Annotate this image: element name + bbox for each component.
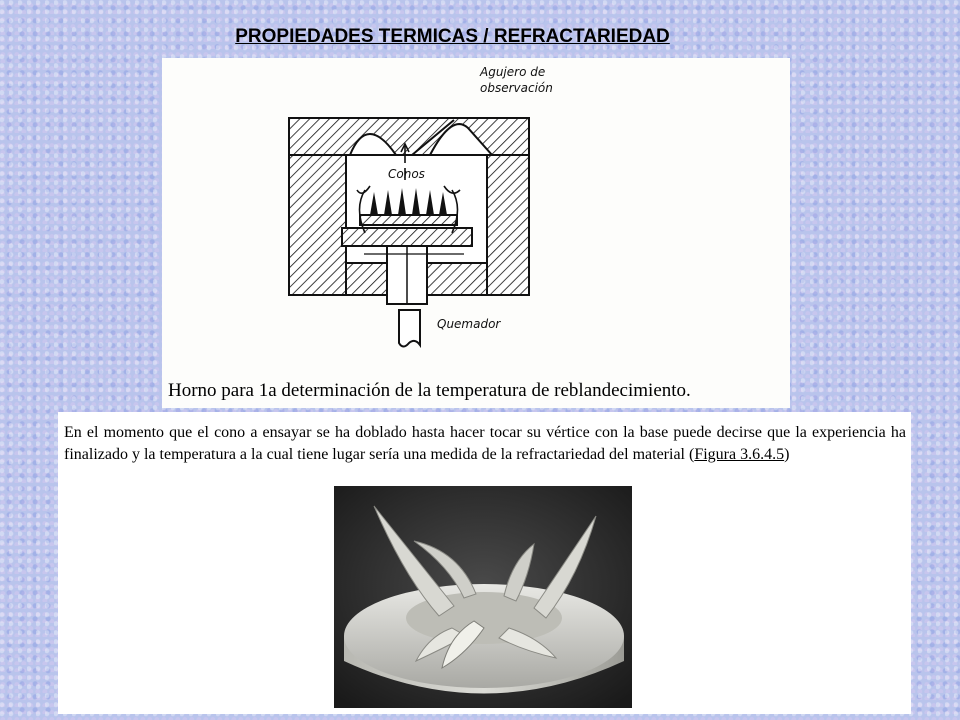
softened-cones-photo — [334, 486, 632, 708]
cones-photo-image — [334, 486, 632, 708]
cones-label: Conos — [388, 167, 425, 181]
burner-icon — [399, 310, 420, 347]
paragraph-text: En el momento que el cono a ensayar se ha doblado hasta hacer tocar su vértice con la base puede decirse que la experiencia ha finalizado y la temperatura a la cual tiene lugar sería una medida de la refractariedad del material ( — [64, 424, 906, 463]
observation-hole-label: Agujero de observación — [480, 65, 553, 95]
text-panel — [58, 412, 911, 714]
refractoriness-paragraph — [64, 422, 906, 466]
slide-title: PROPIEDADES TERMICAS / REFRACTARIEDAD — [235, 26, 670, 47]
figure-reference-link[interactable]: Figura 3.6.4.5 — [694, 446, 785, 463]
furnace-caption: Horno para 1a determinación de la temperatura de reblandecimiento. — [168, 380, 691, 401]
burner-label: Quemador — [437, 317, 501, 331]
paragraph-close: ) — [784, 446, 790, 463]
furnace-diagram — [162, 58, 790, 408]
furnace-diagram-panel — [162, 58, 790, 408]
